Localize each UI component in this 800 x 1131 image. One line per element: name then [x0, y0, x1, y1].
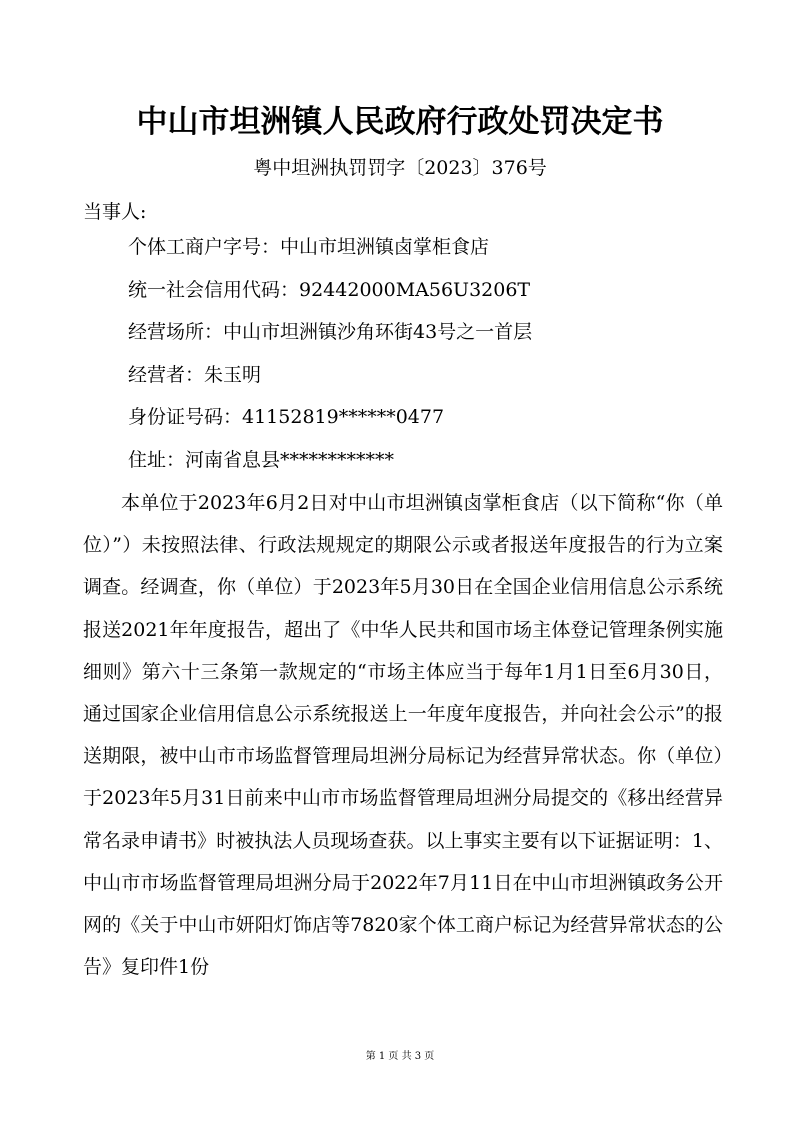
party-business-address: 经营场所：中山市坦洲镇沙角环街43号之一首层 [128, 321, 533, 343]
decision-body-paragraph: 本单位于2023年6月2日对中山市坦洲镇卤掌柜食店（以下简称“你（单位）”）未按照法律、行政法规规定的期限公示或者报送年度报告的行为立案调查。经调查，你（单位）于2023年5月30日在全国企业信用信息公示系统报送2021年年度报告，超出了《中华人民共和国市场主体登记管理条例实施细则》第六十三条第一款规定的“市场主体应当于每年1月1日至6月30日，通过国家企业信用信息公示系统报送上一年度年度报告，并向社会公示”的报送期限，被中山市市场监督管理局坦洲分局标记为经营异常状态。你（单位）于2023年5月31日前来中山市市场监督管理局坦洲分局提交的《移出经营异常名录申请书》时被执法人员现场查获。以上事实主要有以下证据证明：1、中山市市场监督管理局坦洲分局于2022年7月11日在中山市坦洲镇政务公开网的《关于中山市妍阳灯饰店等7820家个体工商户标记为经营异常状态的公告》复印件1份 [83, 492, 723, 979]
party-id-number: 身份证号码：41152819******0477 [128, 406, 445, 428]
party-operator: 经营者：朱玉明 [128, 363, 262, 386]
party-business-name: 个体工商户字号：中山市坦洲镇卤掌柜食店 [128, 236, 490, 258]
party-credit-code: 统一社会信用代码：92442000MA56U3206T [128, 278, 531, 301]
party-label: 当事人: [83, 201, 147, 223]
party-info-list [128, 226, 532, 481]
document-number: 粤中坦洲执罚罚字〔2023〕376号 [253, 157, 547, 179]
document-title: 中山市坦洲镇人民政府行政处罚决定书 [136, 104, 664, 140]
page-indicator: 第 1 页 共 3 页 [365, 1051, 435, 1062]
party-residence: 住址：河南省息县************ [128, 448, 395, 471]
